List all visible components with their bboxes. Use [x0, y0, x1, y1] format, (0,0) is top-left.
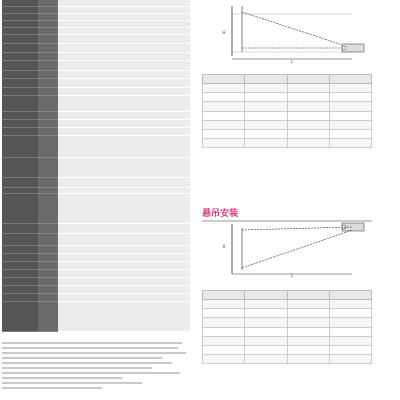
- spec-row-value: [58, 88, 190, 96]
- table-cell: [203, 93, 245, 102]
- table-header-cell: [203, 291, 245, 300]
- spec-row-value: [58, 96, 190, 112]
- spec-row-sublabel: [38, 128, 58, 136]
- table-cell: [245, 139, 287, 148]
- table-cell: [329, 355, 371, 364]
- table-cell: [329, 120, 371, 129]
- spec-row: [2, 0, 190, 7]
- spec-row-value: [58, 302, 190, 332]
- spec-row-sublabel: [38, 21, 58, 28]
- spec-row: [2, 302, 190, 332]
- spec-table: [2, 0, 190, 340]
- spec-row-label: [2, 71, 38, 79]
- spec-row-label: [2, 96, 38, 112]
- spec-row-label: [2, 0, 38, 7]
- table-cell: [287, 300, 329, 309]
- spec-row-label: [2, 234, 38, 246]
- spec-row-sublabel: [38, 44, 58, 53]
- spec-row: [2, 194, 190, 224]
- spec-row: [2, 262, 190, 270]
- distance-table-desktop: [202, 74, 372, 148]
- table-cell: [329, 139, 371, 148]
- spec-row-label: [2, 158, 38, 178]
- spec-row-value: [58, 71, 190, 79]
- spec-row-label: [2, 14, 38, 21]
- spec-row-sublabel: [38, 0, 58, 7]
- spec-row: [2, 286, 190, 294]
- spec-row-value: [58, 158, 190, 178]
- table-cell: [245, 102, 287, 111]
- table-row: [203, 327, 372, 336]
- table-header-cell: [287, 75, 329, 84]
- footnote-line: [2, 372, 180, 374]
- spec-row-sublabel: [38, 246, 58, 254]
- spec-row: [2, 44, 190, 53]
- spec-row-sublabel: [38, 178, 58, 188]
- section-heading-ceiling: 悬吊安装: [202, 209, 239, 219]
- table-row: [203, 300, 372, 309]
- spec-row: [2, 7, 190, 14]
- spec-row: [2, 96, 190, 112]
- table-cell: [203, 129, 245, 138]
- spec-row: [2, 35, 190, 44]
- spec-row-value: [58, 136, 190, 158]
- spec-row-sublabel: [38, 28, 58, 35]
- spec-row-label: [2, 88, 38, 96]
- table-cell: [329, 93, 371, 102]
- table-cell: [245, 300, 287, 309]
- spec-row-sublabel: [38, 294, 58, 302]
- spec-row-label: [2, 79, 38, 88]
- spec-row-value: [58, 278, 190, 286]
- table-cell: [287, 336, 329, 345]
- footnote-line: [2, 377, 122, 379]
- spec-row-label: [2, 53, 38, 61]
- spec-row-sublabel: [38, 270, 58, 278]
- spec-row-label: [2, 194, 38, 224]
- table-row: [203, 309, 372, 318]
- spec-row-value: [58, 234, 190, 246]
- table-cell: [287, 355, 329, 364]
- spec-row-value: [58, 44, 190, 53]
- table-row: [203, 345, 372, 354]
- spec-row: [2, 79, 190, 88]
- spec-row-sublabel: [38, 278, 58, 286]
- footnote-line: [2, 382, 142, 384]
- spec-row-value: [58, 28, 190, 35]
- spec-row-value: [58, 0, 190, 7]
- spec-row-sublabel: [38, 234, 58, 246]
- svg-text:L: L: [290, 273, 294, 278]
- spec-row-sublabel: [38, 158, 58, 178]
- table-cell: [245, 120, 287, 129]
- footnote-line: [2, 367, 152, 369]
- spec-row: [2, 71, 190, 79]
- table-cell: [329, 327, 371, 336]
- projection-geometry-svg: [202, 4, 372, 64]
- table-cell: [329, 318, 371, 327]
- table-cell: [245, 84, 287, 93]
- spec-row: [2, 120, 190, 128]
- spec-row-sublabel: [38, 71, 58, 79]
- spec-row: [2, 246, 190, 254]
- table-row: [203, 120, 372, 129]
- table-cell: [287, 139, 329, 148]
- table-cell: [287, 93, 329, 102]
- table-cell: [245, 318, 287, 327]
- table-cell: [245, 129, 287, 138]
- table-row: [203, 93, 372, 102]
- table-cell: [287, 345, 329, 354]
- spec-row-label: [2, 44, 38, 53]
- spec-row-label: [2, 262, 38, 270]
- table-cell: [245, 111, 287, 120]
- footnote-line: [2, 362, 172, 364]
- spec-row-label: [2, 128, 38, 136]
- table-cell: [245, 345, 287, 354]
- table-row: [203, 102, 372, 111]
- spec-row-value: [58, 53, 190, 61]
- spec-row-sublabel: [38, 35, 58, 44]
- spec-row-sublabel: [38, 79, 58, 88]
- table-header-cell: [287, 291, 329, 300]
- table-row: [203, 336, 372, 345]
- spec-row: [2, 294, 190, 302]
- spec-row-value: [58, 14, 190, 21]
- table-header-row: [203, 75, 372, 84]
- spec-row-sublabel: [38, 262, 58, 270]
- table-cell: [329, 309, 371, 318]
- install-diagram-ceiling: [202, 218, 372, 278]
- spec-row: [2, 136, 190, 158]
- spec-row: [2, 178, 190, 188]
- spec-row-sublabel: [38, 14, 58, 21]
- spec-row: [2, 128, 190, 136]
- footnote-line: [2, 347, 178, 349]
- table-cell: [245, 327, 287, 336]
- footnote-line: [2, 342, 182, 344]
- spec-row-value: [58, 79, 190, 88]
- table-cell: [287, 318, 329, 327]
- spec-row-value: [58, 112, 190, 120]
- table-row: [203, 355, 372, 364]
- spec-row: [2, 14, 190, 21]
- table-cell: [203, 120, 245, 129]
- table-header-cell: [203, 75, 245, 84]
- spec-row: [2, 278, 190, 286]
- spec-row-sublabel: [38, 53, 58, 61]
- spec-row-value: [58, 294, 190, 302]
- spec-row-value: [58, 262, 190, 270]
- svg-text:H: H: [222, 30, 226, 35]
- spec-row-sublabel: [38, 136, 58, 158]
- spec-row-label: [2, 21, 38, 28]
- table-cell: [287, 327, 329, 336]
- spec-row-sublabel: [38, 112, 58, 120]
- table-cell: [203, 336, 245, 345]
- spec-row-label: [2, 136, 38, 158]
- spec-row-value: [58, 194, 190, 224]
- install-diagram-desktop: [202, 4, 372, 64]
- spec-row-value: [58, 35, 190, 44]
- spec-row-sublabel: [38, 224, 58, 234]
- table-cell: [329, 336, 371, 345]
- spec-row-label: [2, 246, 38, 254]
- table-header-cell: [329, 291, 371, 300]
- spec-row-label: [2, 302, 38, 332]
- spec-footnotes: [2, 342, 190, 392]
- table-row: [203, 84, 372, 93]
- spec-row-label: [2, 224, 38, 234]
- table-cell: [287, 84, 329, 93]
- table-cell: [329, 345, 371, 354]
- table-cell: [329, 84, 371, 93]
- table-row: [203, 129, 372, 138]
- spec-row-sublabel: [38, 61, 58, 71]
- spec-row-label: [2, 286, 38, 294]
- table-cell: [203, 327, 245, 336]
- spec-row-value: [58, 128, 190, 136]
- table-cell: [329, 111, 371, 120]
- table-cell: [203, 102, 245, 111]
- table-cell: [203, 300, 245, 309]
- table-cell: [287, 309, 329, 318]
- spec-row-sublabel: [38, 302, 58, 332]
- footnote-line: [2, 387, 102, 389]
- table-cell: [329, 129, 371, 138]
- table-cell: [245, 336, 287, 345]
- spec-row: [2, 53, 190, 61]
- spec-row-value: [58, 7, 190, 14]
- table-header-cell: [245, 75, 287, 84]
- footnote-line: [2, 352, 186, 354]
- spec-row-value: [58, 270, 190, 278]
- table-cell: [203, 345, 245, 354]
- spec-row: [2, 224, 190, 234]
- spec-row-label: [2, 278, 38, 286]
- table-row: [203, 318, 372, 327]
- table-cell: [245, 309, 287, 318]
- spec-row: [2, 88, 190, 96]
- table-row: [203, 111, 372, 120]
- spec-row-sublabel: [38, 88, 58, 96]
- table-header-cell: [245, 291, 287, 300]
- spec-row-value: [58, 254, 190, 262]
- table-header-row: [203, 291, 372, 300]
- projection-geometry-svg: [202, 218, 372, 278]
- spec-row-sublabel: [38, 286, 58, 294]
- table-cell: [287, 111, 329, 120]
- spec-row: [2, 61, 190, 71]
- spec-row-sublabel: [38, 96, 58, 112]
- table-row: [203, 139, 372, 148]
- table-cell: [203, 84, 245, 93]
- spec-row-value: [58, 286, 190, 294]
- svg-text:H: H: [222, 244, 226, 249]
- spec-row: [2, 112, 190, 120]
- svg-text:L: L: [290, 59, 294, 64]
- spec-row-label: [2, 270, 38, 278]
- table-cell: [287, 102, 329, 111]
- table-header-cell: [329, 75, 371, 84]
- spec-row: [2, 28, 190, 35]
- spec-row: [2, 21, 190, 28]
- spec-row: [2, 254, 190, 262]
- spec-row-sublabel: [38, 194, 58, 224]
- table-cell: [329, 102, 371, 111]
- spec-row-label: [2, 28, 38, 35]
- spec-row-label: [2, 294, 38, 302]
- spec-row-label: [2, 254, 38, 262]
- spec-row-value: [58, 224, 190, 234]
- spec-row-sublabel: [38, 7, 58, 14]
- table-cell: [203, 355, 245, 364]
- table-cell: [203, 139, 245, 148]
- table-cell: [203, 318, 245, 327]
- spec-row-value: [58, 61, 190, 71]
- spec-row-value: [58, 120, 190, 128]
- spec-row: [2, 158, 190, 178]
- spec-row-label: [2, 178, 38, 188]
- table-cell: [245, 355, 287, 364]
- spec-row-label: [2, 61, 38, 71]
- spec-row-value: [58, 246, 190, 254]
- spec-row-label: [2, 7, 38, 14]
- spec-row-value: [58, 21, 190, 28]
- spec-row-sublabel: [38, 120, 58, 128]
- spec-row: [2, 234, 190, 246]
- table-cell: [287, 129, 329, 138]
- distance-table-ceiling: [202, 290, 372, 364]
- table-cell: [203, 309, 245, 318]
- spec-row-label: [2, 112, 38, 120]
- spec-row-label: [2, 35, 38, 44]
- table-cell: [245, 93, 287, 102]
- table-cell: [203, 111, 245, 120]
- table-cell: [287, 120, 329, 129]
- footnote-line: [2, 357, 162, 359]
- table-cell: [329, 300, 371, 309]
- spec-row: [2, 270, 190, 278]
- spec-row-value: [58, 178, 190, 188]
- spec-row-label: [2, 120, 38, 128]
- spec-row-sublabel: [38, 254, 58, 262]
